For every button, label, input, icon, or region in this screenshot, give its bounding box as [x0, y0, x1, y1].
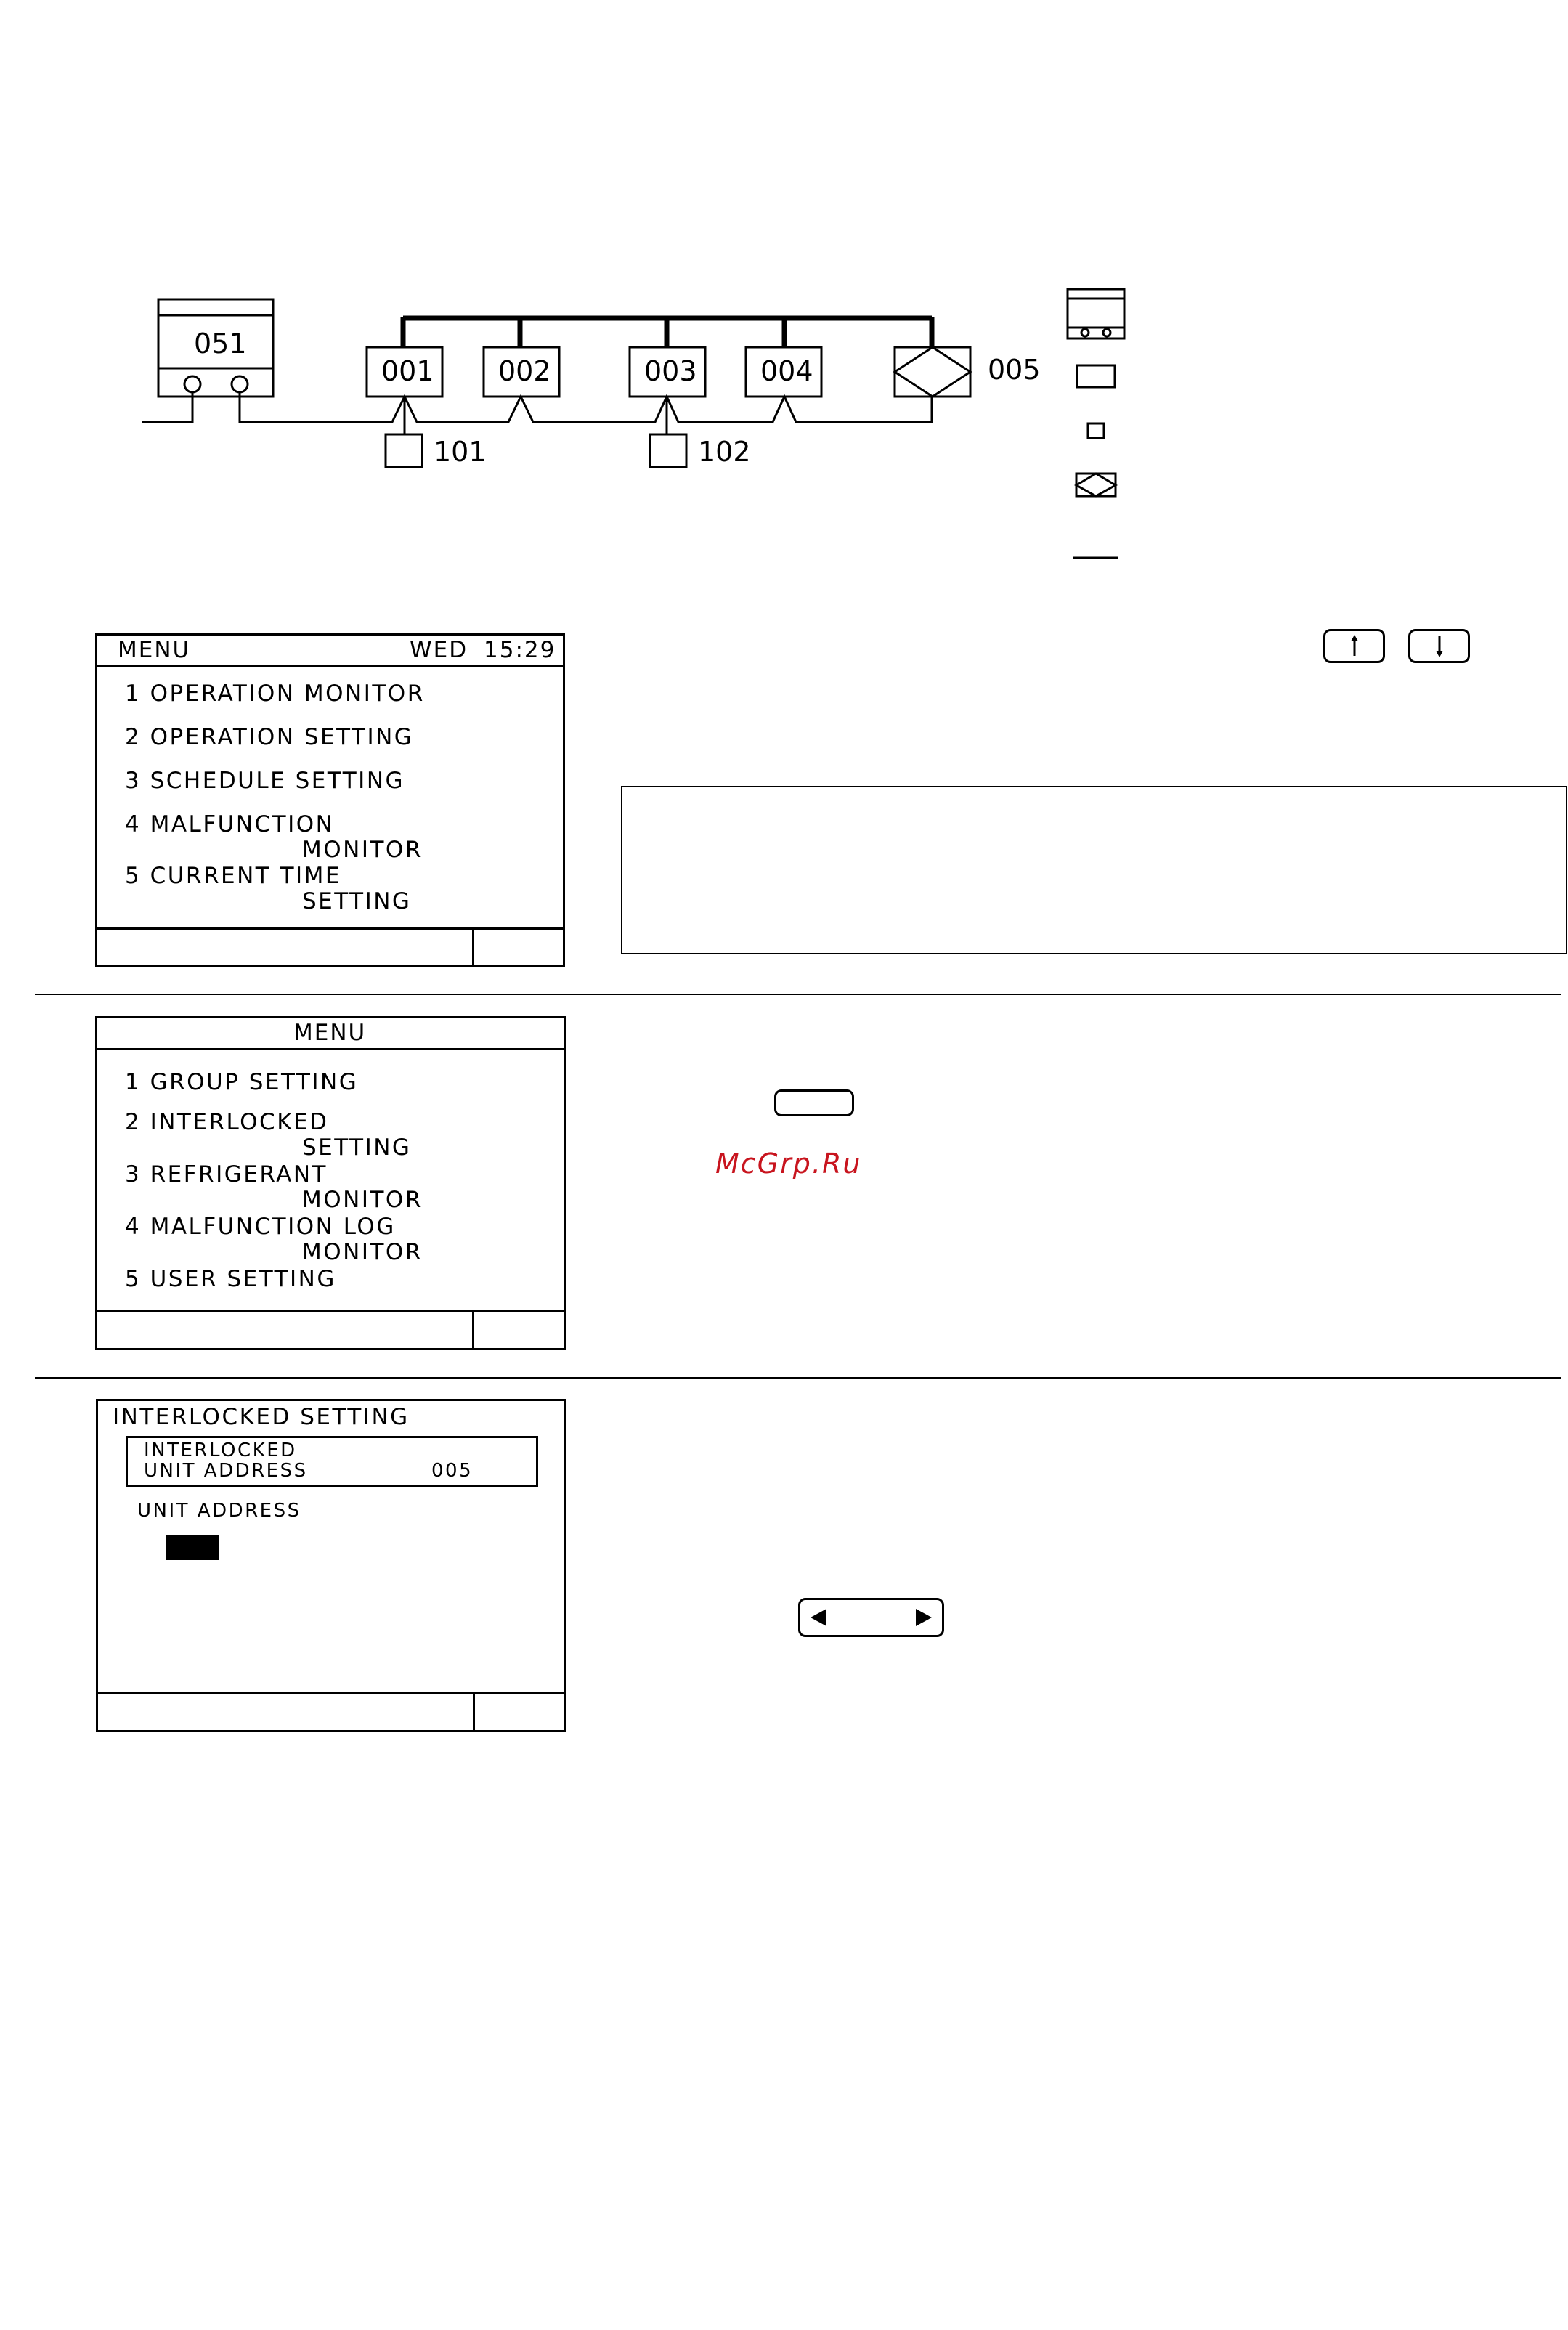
central-controller-address: 051 [194, 328, 247, 360]
interlocked-unit-address-value: 005 [431, 1460, 474, 1482]
menu-item-2[interactable]: 2 OPERATION SETTING [125, 724, 414, 750]
menu-screen-1 [95, 633, 565, 967]
menu-screen-2 [95, 1016, 566, 1350]
system-diagram [0, 0, 1568, 596]
menu-item-3-line2: MONITOR [302, 1187, 423, 1213]
menu-item-3[interactable]: 3 REFRIGERANT [125, 1161, 328, 1188]
menu-item-2-line2: SETTING [302, 1134, 412, 1161]
menu-screen-1-footer [97, 927, 563, 965]
remote-controller-102-label: 102 [698, 436, 751, 468]
menu-screen-2-header [97, 1018, 564, 1050]
menu-screen-2-title: MENU [293, 1020, 367, 1046]
legend-symbols [1068, 289, 1124, 558]
heat-exchanger-unit [895, 347, 970, 397]
menu-item-4-line2: MONITOR [302, 1239, 423, 1265]
menu-item-1[interactable]: 1 GROUP SETTING [125, 1069, 359, 1095]
up-arrow-icon [1325, 631, 1383, 661]
menu-screen-1-header [97, 636, 563, 667]
interlocked-box-line2: UNIT ADDRESS [144, 1460, 308, 1482]
menu-screen-1-title: MENU [118, 637, 191, 663]
menu-key-button[interactable] [774, 1089, 854, 1116]
interlocked-setting-title: INTERLOCKED SETTING [113, 1404, 410, 1430]
menu-screen-1-time: 15:29 [484, 637, 556, 663]
down-arrow-button[interactable] [1408, 629, 1470, 663]
remote-controller-101-label: 101 [434, 436, 487, 468]
menu-item-4-line2: MONITOR [302, 837, 423, 863]
down-arrow-icon [1410, 631, 1468, 661]
unit-address-cursor-field[interactable] [166, 1535, 219, 1560]
heat-exchanger-unit-label: 005 [988, 354, 1041, 386]
interlocked-unit-box [126, 1436, 538, 1487]
interlocked-setting-screen [96, 1399, 566, 1732]
menu-screen-1-day: WED [410, 637, 468, 663]
indoor-unit-002-label: 002 [498, 355, 551, 387]
up-arrow-button[interactable] [1323, 629, 1385, 663]
indoor-unit-001-label: 001 [381, 355, 434, 387]
unit-address-label: UNIT ADDRESS [137, 1500, 301, 1522]
indoor-unit-004-label: 004 [760, 355, 813, 387]
menu-screen-2-footer [97, 1310, 564, 1348]
interlocked-box-line1: INTERLOCKED [144, 1440, 297, 1461]
menu-item-4[interactable]: 4 MALFUNCTION LOG [125, 1214, 396, 1240]
section-divider-1 [35, 994, 1561, 995]
menu-item-5-line2: SETTING [302, 888, 412, 914]
interlocked-screen-footer [98, 1692, 564, 1730]
menu-item-4[interactable]: 4 MALFUNCTION [125, 811, 335, 837]
note-box [621, 786, 1567, 954]
menu-item-5[interactable]: 5 USER SETTING [125, 1266, 336, 1292]
centralized-control-line [403, 317, 932, 351]
section-divider-2 [35, 1377, 1561, 1379]
menu-item-2[interactable]: 2 INTERLOCKED [125, 1109, 329, 1135]
left-right-arrow-button[interactable] [798, 1598, 944, 1637]
remote-controller-boxes [386, 434, 686, 467]
watermark: McGrp.Ru [715, 1148, 862, 1180]
menu-item-5[interactable]: 5 CURRENT TIME [125, 863, 341, 889]
left-right-arrow-icon [800, 1600, 942, 1635]
indoor-unit-003-label: 003 [644, 355, 697, 387]
menu-item-1[interactable]: 1 OPERATION MONITOR [125, 681, 425, 707]
menu-item-3[interactable]: 3 SCHEDULE SETTING [125, 768, 405, 794]
remote-wiring [367, 397, 932, 434]
indoor-unit-boxes [367, 347, 821, 397]
